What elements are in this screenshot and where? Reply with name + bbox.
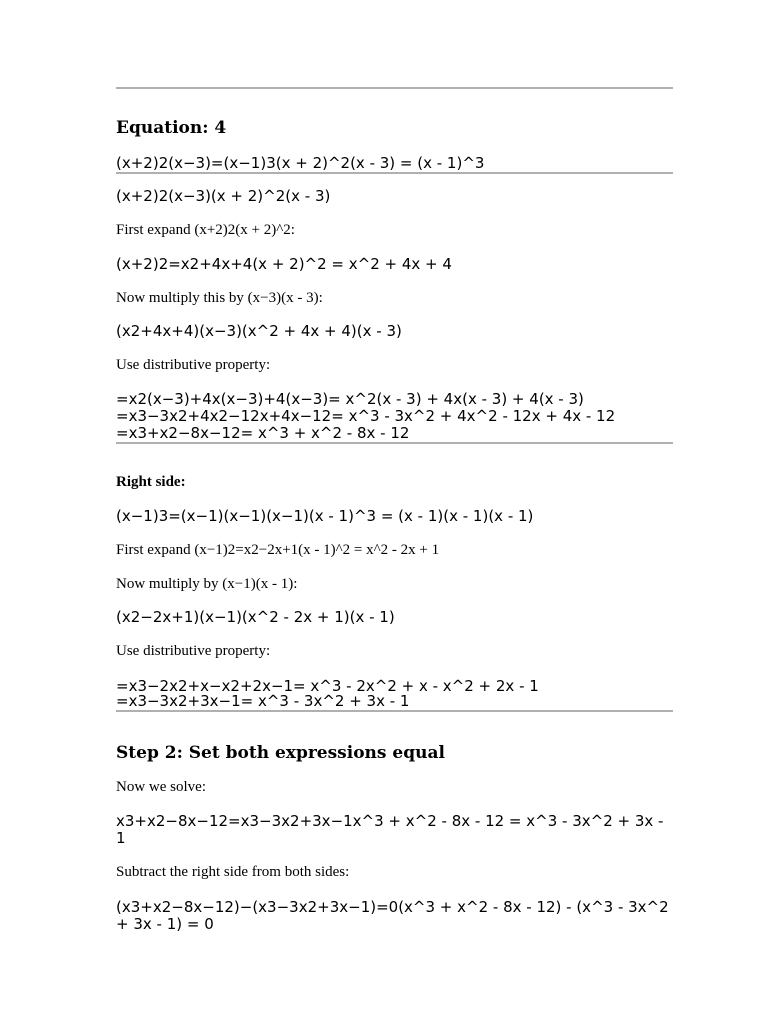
left-distributive-line-3: =x3+x2−8x−12= x^3 + x^2 - 8x - 12: [116, 424, 410, 442]
subtract-text: Subtract the right side from both sides:: [116, 864, 350, 880]
solve-text: Now we solve:: [116, 779, 206, 795]
divider: [116, 172, 673, 174]
right-distributive-line-2: =x3−3x2+3x−1= x^3 - 3x^2 + 3x - 1: [116, 692, 410, 710]
right-side-heading: Right side:: [116, 474, 186, 490]
equation-title: Equation: 4: [116, 118, 227, 138]
right-expand-text: First expand (x−1)2=x2−2x+1(x - 1)^2 = x^2 - 2x + 1: [116, 542, 440, 558]
divider: [116, 442, 673, 444]
right-multiply-expression: (x2−2x+1)(x−1)(x^2 - 2x + 1)(x - 1): [116, 608, 395, 626]
left-distributive-line-2: =x3−3x2+4x2−12x+4x−12= x^3 - 3x^2 + 4x^2 - 12x + 4x - 12: [116, 407, 616, 425]
right-distributive-line-1: =x3−2x2+x−x2+2x−1= x^3 - 2x^2 + x - x^2 + 2x - 1: [116, 677, 539, 695]
left-expand-text: First expand (x+2)2(x + 2)^2:: [116, 222, 295, 238]
right-multiply-text: Now multiply by (x−1)(x - 1):: [116, 576, 298, 592]
left-expand-result: (x+2)2=x2+4x+4(x + 2)^2 = x^2 + 4x + 4: [116, 255, 452, 273]
top-divider: [116, 87, 673, 89]
left-expression: (x+2)2(x−3)(x + 2)^2(x - 3): [116, 187, 331, 205]
equation-line: (x+2)2(x−3)=(x−1)3(x + 2)^2(x - 3) = (x - 1)^3: [116, 154, 485, 172]
left-multiply-expression: (x2+4x+4)(x−3)(x^2 + 4x + 4)(x - 3): [116, 322, 402, 340]
step-2-title: Step 2: Set both expressions equal: [116, 743, 445, 763]
right-expression: (x−1)3=(x−1)(x−1)(x−1)(x - 1)^3 = (x - 1)(x - 1)(x - 1): [116, 507, 534, 525]
subtract-expression: (x3+x2−8x−12)−(x3−3x2+3x−1)=0(x^3 + x^2 - 8x - 12) - (x^3 - 3x^2 + 3x - 1) = 0: [116, 898, 669, 933]
left-distributive-line-1: =x2(x−3)+4x(x−3)+4(x−3)= x^2(x - 3) + 4x(x - 3) + 4(x - 3): [116, 390, 584, 408]
left-multiply-text: Now multiply this by (x−3)(x - 3):: [116, 290, 323, 306]
equal-expression: x3+x2−8x−12=x3−3x2+3x−1x^3 + x^2 - 8x - 12 = x^3 - 3x^2 + 3x - 1: [116, 812, 664, 847]
divider: [116, 710, 673, 712]
left-distributive-text: Use distributive property:: [116, 357, 271, 373]
right-distributive-text: Use distributive property:: [116, 643, 271, 659]
